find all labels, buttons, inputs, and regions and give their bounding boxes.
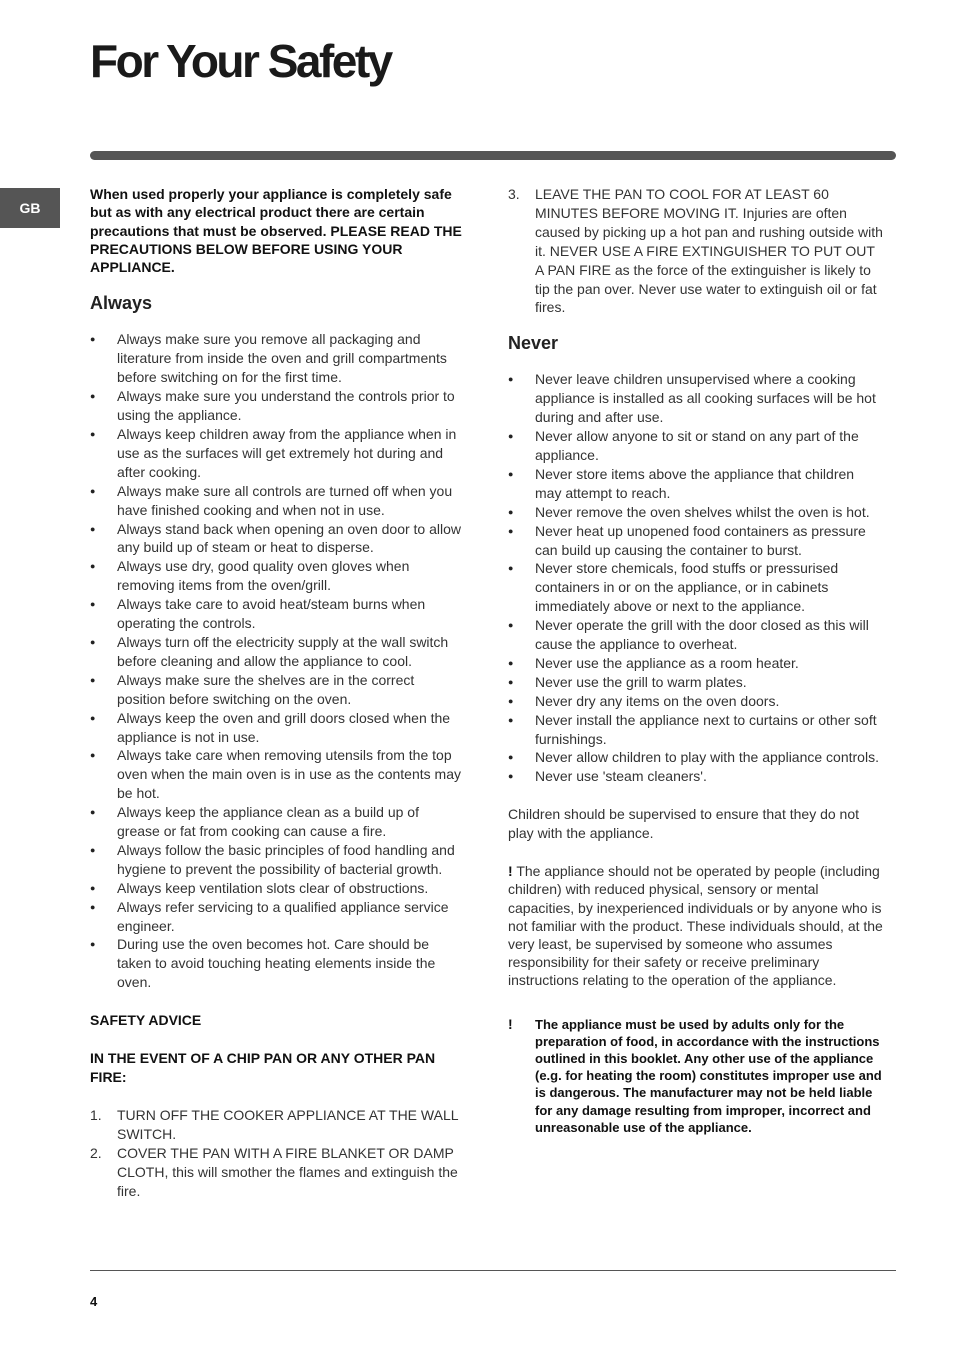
intro-text: When used properly your appliance is completely safe but as with any electrical product there are certain precautions that must be observed. PLEASE READ THE PRECAUTIONS BELOW BEFORE USING YOUR APPLIANCE. xyxy=(90,186,462,276)
list-item: ● Never heat up unopened food containers as pressure can build up causing the container to burst. xyxy=(508,522,883,560)
left-column xyxy=(90,185,462,1200)
step-item xyxy=(90,1106,462,1144)
list-item: ● Always use dry, good quality oven gloves when removing items from the oven/grill. xyxy=(90,557,462,595)
never-heading: Never xyxy=(508,333,559,354)
fire-steps-continued xyxy=(508,185,883,317)
list-item: ● Always keep the oven and grill doors closed when the appliance is not in use. xyxy=(90,709,462,747)
warning-mark: ! xyxy=(508,863,513,880)
step-text: COVER THE PAN WITH A FIRE BLANKET OR DAMP CLOTH, this will smother the flames and extinguish the fire. xyxy=(117,1144,458,1199)
list-item: ● Never leave children unsupervised where a cooking appliance is installed as all cooking surfaces will be hot during and after use. xyxy=(508,370,883,427)
list-item: ● Always make sure all controls are turned off when you have finished cooking and when not in use. xyxy=(90,482,462,520)
step-number: 2. xyxy=(90,1144,102,1161)
list-item: ● Never operate the grill with the door closed as this will cause the appliance to overheat. xyxy=(508,616,883,654)
capacity-note-text: The appliance should not be operated by people (including children) with reduced physical, sensory or mental capacities, by inexperienced individuals or by anyone who is not familiar with the product. These individuals should, at the very least, be supervised by someone who assumes responsibility for their safety or receive preliminary instructions relating to the operation of the appliance. xyxy=(508,863,883,989)
list-item: ● Always turn off the electricity supply at the wall switch before cleaning and allow the appliance to cool. xyxy=(90,633,462,671)
list-item: ● Never install the appliance next to curtains or other soft furnishings. xyxy=(508,711,883,749)
step-item xyxy=(90,1144,462,1201)
list-item: ● Never allow anyone to sit or stand on any part of the appliance. xyxy=(508,427,883,465)
language-tab: GB xyxy=(0,188,60,228)
footer-divider xyxy=(90,1270,896,1271)
list-item: ● Never use the grill to warm plates. xyxy=(508,673,883,692)
warning-mark: ! xyxy=(508,1015,513,1032)
right-column xyxy=(508,185,883,1136)
list-item: ● Never dry any items on the oven doors. xyxy=(508,692,883,711)
list-item: ● Always keep ventilation slots clear of obstructions. xyxy=(90,879,462,898)
list-item: ● Always take care to avoid heat/steam burns when operating the controls. xyxy=(90,595,462,633)
list-item: ● Never store chemicals, food stuffs or pressurised containers in or on the appliance, or in cabinets immediately above or next to the appliance. xyxy=(508,559,883,616)
step-text: TURN OFF THE COOKER APPLIANCE AT THE WALL SWITCH. xyxy=(117,1106,458,1142)
always-heading: Always xyxy=(90,293,153,314)
list-item: ● Always keep children away from the appliance when in use as the surfaces will get extremely hot during and after cooking. xyxy=(90,425,462,482)
list-item: ● Always make sure the shelves are in the correct position before switching on the oven. xyxy=(90,671,462,709)
list-item: ● Always follow the basic principles of food handling and hygiene to prevent the possibility of bacterial growth. xyxy=(90,841,462,879)
list-item: ● Never use 'steam cleaners'. xyxy=(508,767,883,786)
list-item: ● Always make sure you understand the controls prior to using the appliance. xyxy=(90,387,462,425)
final-warning xyxy=(508,1016,883,1136)
list-item: ● Never allow children to play with the appliance controls. xyxy=(508,748,883,767)
always-list xyxy=(90,330,462,992)
safety-advice-heading: SAFETY ADVICE xyxy=(90,1012,202,1029)
never-list xyxy=(508,370,883,786)
final-warning-text: The appliance must be used by adults only for the preparation of food, in accordance with the instructions outlined in this booklet. Any other use of the appliance (e.g. for heating the room) constitutes improper use and is dangerous. The manufacturer may not be held liable for any damage resulting from improper, incorrect and unreasonable use of the appliance. xyxy=(535,1016,882,1135)
list-item: ● Never use the appliance as a room heater. xyxy=(508,654,883,673)
list-item: ● Always keep the appliance clean as a build up of grease or fat from cooking can cause a fire. xyxy=(90,803,462,841)
list-item: ● Always refer servicing to a qualified appliance service engineer. xyxy=(90,898,462,936)
list-item: ● Never store items above the appliance that children may attempt to reach. xyxy=(508,465,883,503)
list-item: ● Never remove the oven shelves whilst the oven is hot. xyxy=(508,503,883,522)
step-item xyxy=(508,185,883,317)
list-item: ● During use the oven becomes hot. Care should be taken to avoid touching heating elements inside the oven. xyxy=(90,935,462,992)
step-number: 1. xyxy=(90,1106,102,1123)
capacity-note xyxy=(508,862,883,989)
children-note: Children should be supervised to ensure that they do not play with the appliance. xyxy=(508,806,860,842)
page-title: For Your Safety xyxy=(90,35,391,87)
page-number: 4 xyxy=(90,1294,98,1309)
step-text: LEAVE THE PAN TO COOL FOR AT LEAST 60 MINUTES BEFORE MOVING IT. Injuries are often caused by picking up a hot pan and rushing outside with it. NEVER USE A FIRE EXTINGUISHER TO PUT OUT A PAN FIRE as the force of the extinguisher is likely to tip the pan over. Never use water to extinguish oil or fat fires. xyxy=(535,186,883,316)
list-item: ● Always make sure you remove all packaging and literature from inside the oven and grill compartments before switching on for the first time. xyxy=(90,330,462,387)
chip-pan-heading: IN THE EVENT OF A CHIP PAN OR ANY OTHER PAN FIRE: xyxy=(90,1050,436,1086)
fire-steps-list xyxy=(90,1106,462,1201)
header-divider xyxy=(90,151,896,160)
list-item: ● Always stand back when opening an oven door to allow any build up of steam or heat to disperse. xyxy=(90,520,462,558)
list-item: ● Always take care when removing utensils from the top oven when the main oven is in use as the contents may be hot. xyxy=(90,746,462,803)
step-number: 3. xyxy=(508,186,520,202)
